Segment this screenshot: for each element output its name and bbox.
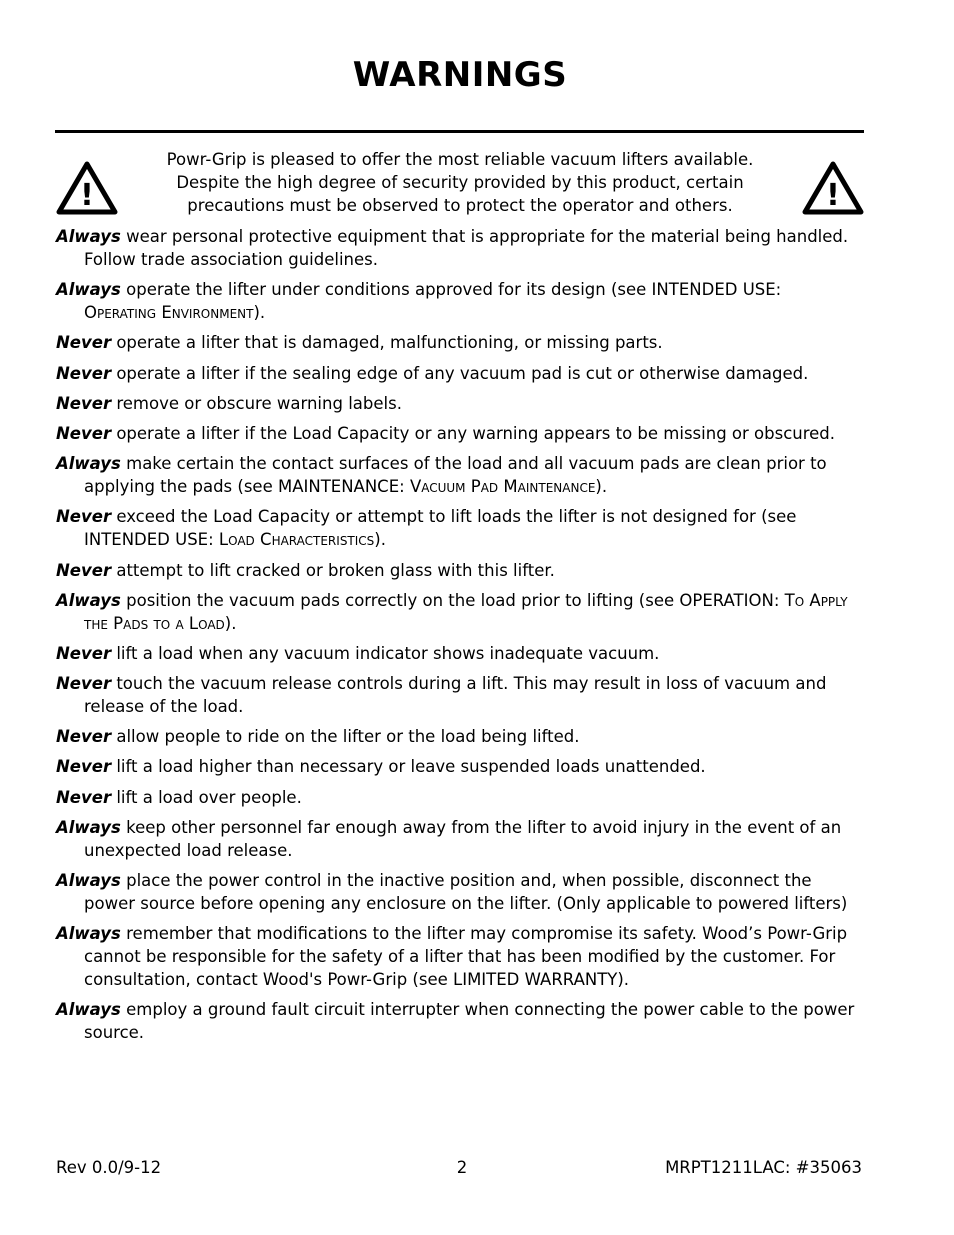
warning-triangle-icon [801,159,865,217]
warning-text: Follow trade association guidelines. [84,250,379,269]
warning-item [56,922,871,991]
warning-keyword: Never [56,643,112,663]
warning-text: make certain the contact surfaces of the load and all vacuum pads are clean prior to [120,454,827,474]
warning-keyword: Always [56,590,121,610]
warning-keyword: Never [56,727,112,747]
warning-text: release of the load. [84,697,244,717]
warning-text: operate a lifter if the Load Capacity or any warning appears to be missing or obscured. [111,423,836,443]
warning-text: source. [84,1023,145,1043]
warning-text: place the power control in the inactive position and, when possible, disconnect the [120,871,812,890]
warning-item [56,869,871,915]
warning-text: keep other personnel far enough away from the lifter to avoid injury in the event of an [120,817,842,837]
warning-text: position the vacuum pads correctly on the load prior to lifting (see OPERATION: [120,590,785,610]
warning-text: remove or obscure warning labels. [111,393,402,413]
warning-item [56,642,871,665]
warning-text: cannot be responsible for the safety of a lifter that has been modified by the customer. For [84,947,836,967]
warning-keyword: Never [56,757,112,777]
warning-text: employ a ground fault circuit interrupter when connecting the power cable to the power [120,1000,855,1020]
intro-line: Despite the high degree of security provided by this product, certain [176,173,744,192]
warning-text: operate a lifter if the sealing edge of any vacuum pad is cut or otherwise damaged. [111,363,809,383]
warning-keyword: Always [56,1000,121,1020]
warning-keyword: Never [56,333,112,353]
warning-item [56,589,871,635]
warning-item [56,505,871,551]
warning-keyword: Always [56,817,121,837]
warning-item [56,786,871,809]
warning-keyword: Always [56,924,121,944]
page-title: WARNINGS [352,55,568,95]
warning-item [56,816,871,862]
intro-notice [150,148,770,217]
warning-keyword: Never [56,393,112,413]
warning-keyword: Always [56,227,121,246]
warning-keyword: Always [56,871,121,890]
warning-text: ). [595,477,608,497]
warning-text: touch the vacuum release controls during a lift. This may result in loss of vacuum and [111,674,827,694]
warning-list [56,225,871,1052]
warning-item [56,278,871,324]
warning-text: wear personal protective equipment that is appropriate for the material being handled. [120,227,849,246]
intro-line: precautions must be observed to protect the operator and others. [187,196,733,215]
warning-keyword: Always [56,280,121,300]
warning-text: applying the pads (see MAINTENANCE: [84,477,410,497]
warning-glyph: ! [826,178,840,213]
warning-text: allow people to ride on the lifter or the load being lifted. [111,727,580,747]
footer-document-id: MRPT1211LAC: #35063 [665,1158,862,1177]
warning-item [56,225,871,271]
warning-item [56,559,871,582]
warning-text: attempt to lift cracked or broken glass with this lifter. [111,560,555,580]
warning-triangle-icon [55,159,119,217]
section-reference: Operating Environment [84,303,254,323]
warning-keyword: Never [56,787,112,807]
warning-text: lift a load higher than necessary or leave suspended loads unattended. [111,757,706,777]
warning-glyph: ! [80,178,94,213]
warning-item [56,998,871,1044]
section-reference: Vacuum Pad Maintenance [409,477,596,497]
warning-text: INTENDED USE: [84,530,219,550]
warning-item [56,422,871,445]
warning-item [56,362,871,385]
warning-text: exceed the Load Capacity or attempt to lift loads the lifter is not designed for (see [111,507,797,527]
warning-item [56,725,871,748]
section-reference: Load Characteristics [218,530,375,550]
warning-keyword: Never [56,674,112,694]
warning-keyword: Never [56,560,112,580]
warning-text: operate a lifter that is damaged, malfunctioning, or missing parts. [111,333,663,353]
intro-line: Powr-Grip is pleased to offer the most reliable vacuum lifters available. [166,150,754,169]
warning-item [56,755,871,778]
warning-item [56,672,871,718]
warning-text: ). [224,613,237,633]
warning-keyword: Always [56,454,121,474]
warning-text: unexpected load release. [84,840,293,860]
section-reference: the Pads to a Load [84,613,225,633]
warning-text: consultation, contact Wood's Powr-Grip (see LIMITED WARRANTY). [84,970,630,990]
footer-page-number: 2 [456,1158,468,1177]
warning-keyword: Never [56,507,112,527]
warning-keyword: Never [56,423,112,443]
warning-keyword: Never [56,363,112,383]
warning-text: operate the lifter under conditions approved for its design (see INTENDED USE: [120,280,782,300]
warning-item [56,331,871,354]
footer-revision: Rev 0.0/9-12 [56,1158,162,1177]
section-reference: To Apply [784,590,848,610]
warning-text: power source before opening any enclosure on the lifter. (Only applicable to powered lifters) [84,894,848,913]
warning-text: ). [253,303,266,323]
warning-text: lift a load when any vacuum indicator shows inadequate vacuum. [111,643,660,663]
title-divider [55,130,864,133]
warning-item [56,392,871,415]
warning-item [56,452,871,498]
warning-text: ). [374,530,386,550]
warning-text: lift a load over people. [111,787,302,807]
warning-text: remember that modifications to the lifter may compromise its safety. Wood’s Powr-Grip [120,924,848,944]
